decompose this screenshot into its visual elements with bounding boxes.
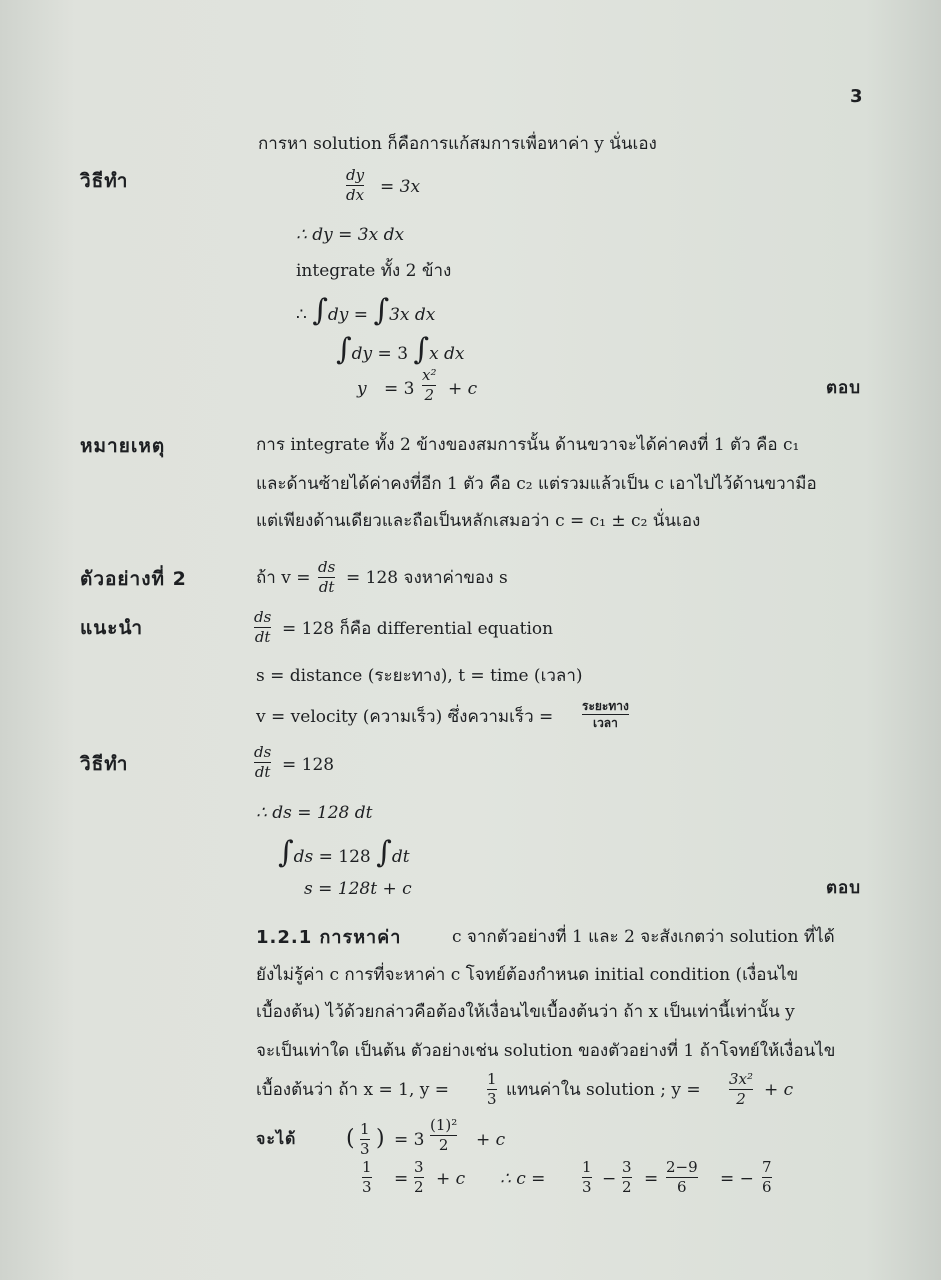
fraction-num: 2−9	[666, 1158, 698, 1176]
fraction-den: dx	[346, 186, 365, 204]
sol2-line-1: = 128	[282, 755, 335, 775]
fraction-num: 3x²	[729, 1070, 754, 1088]
fraction-den: 2	[736, 1090, 746, 1108]
note-line-1: การ integrate ทั้ง 2 ข้างของสมการนั้น ด้านขวาจะได้ค่าคงที่ 1 ตัว คือ c₁	[256, 435, 800, 455]
label-solution-1: วิธีทำ	[80, 170, 129, 192]
eq6-coef: = 3	[384, 379, 415, 399]
fraction-den: 3	[582, 1178, 592, 1196]
sol2-line-3-lhs: ds	[293, 847, 314, 867]
advice-line-2: s = distance (ระยะทาง), t = time (เวลา)	[256, 666, 583, 686]
fraction-num: ระยะทาง	[582, 699, 629, 713]
label-solution-2: วิธีทำ	[80, 753, 129, 775]
final-l2-minus: −	[602, 1169, 617, 1189]
fraction-1-3	[487, 1072, 497, 1107]
eq3: integrate ทั้ง 2 ข้าง	[296, 261, 452, 281]
final-l2-eq2: =	[644, 1169, 659, 1189]
example2-suffix: = 128 จงหาค่าของ s	[346, 568, 508, 588]
advice-line-3: v = velocity (ความเร็ว) ซึ่งความเร็ว =	[256, 707, 554, 727]
final-l1-tail: + c	[476, 1130, 506, 1150]
integral-sign-icon: ∫	[373, 293, 390, 328]
fraction-ds-dt	[254, 610, 271, 645]
section-line-4: จะเป็นเท่าใด เป็นต้น ตัวอย่างเช่น solution ของตัวอย่างที่ 1 ถ้าโจทย์ให้เงื่อนไข	[256, 1041, 836, 1061]
answer-label-2: ตอบ	[826, 878, 862, 898]
fraction-3-2	[622, 1160, 632, 1195]
eq5-lhs: dy	[351, 344, 373, 364]
final-l2-plus: + c	[436, 1169, 466, 1189]
integral-sign-icon: ∫	[376, 835, 392, 870]
section-line-2: ยังไม่รู้ค่า c การที่จะหาค่า c โจทย์ต้องกำหนด initial condition (เงื่อนไข	[256, 965, 799, 985]
fraction-num: ds	[254, 608, 272, 626]
paren-open: (	[346, 1126, 355, 1151]
fraction-ds-dt	[254, 745, 271, 780]
fraction-num: x²	[422, 366, 437, 384]
fraction-num: 1	[360, 1120, 370, 1138]
answer-label-1: ตอบ	[826, 378, 862, 398]
fraction-den: 2	[424, 386, 435, 404]
fraction-1-3	[582, 1160, 592, 1195]
fraction-den: เวลา	[592, 716, 618, 730]
fraction-den: 2	[622, 1178, 632, 1196]
eq1-rhs: = 3x	[380, 177, 421, 197]
eq2: ∴ dy = 3x dx	[296, 225, 405, 245]
fraction-den: 2	[414, 1178, 424, 1196]
fraction-3-2	[414, 1160, 424, 1195]
label-advice: แนะนำ	[80, 617, 144, 639]
intro-text: การหา solution ก็คือการแก้สมการเพื่อหาค่า y นั่นเอง	[258, 134, 657, 154]
eq4: ∴ ∫dy = ∫3x dx	[296, 293, 436, 328]
section-line-3: เบื้องต้น) ไว้ด้วยกล่าวคือต้องให้เงื่อนไขเบื้องต้นว่า ถ้า x เป็นเท่านี้เท่านั้น y	[256, 1002, 795, 1022]
advice-line-1: = 128 ก็คือ differential equation	[282, 619, 554, 639]
eq5	[336, 332, 465, 367]
integral-sign-icon: ∫	[312, 293, 328, 328]
section-line-5a: เบื้องต้นว่า ถ้า x = 1, y =	[256, 1080, 450, 1100]
fraction-distance-time	[582, 700, 629, 729]
label-example-2: ตัวอย่างที่ 2	[80, 568, 187, 590]
fraction-den: 3	[487, 1090, 497, 1108]
sol2-line-4: s = 128t + c	[304, 879, 412, 899]
note-line-2: และด้านซ้ายได้ค่าคงที่อีก 1 ตัว คือ c₂ แต่รวมแล้วเป็น c เอาไปไว้ด้านขวามือ	[256, 474, 817, 494]
eq4-rhs: 3x dx	[389, 305, 436, 325]
final-l2-eq: =	[394, 1169, 409, 1189]
final-l2-eq3: = −	[720, 1169, 754, 1189]
integral-sign-icon: ∫	[413, 332, 430, 367]
section-line-1: c จากตัวอย่างที่ 1 และ 2 จะสังเกตว่า solution ที่ได้	[452, 927, 835, 947]
sol2-line-2: ∴ ds = 128 dt	[256, 803, 373, 823]
fraction-num: 1	[487, 1070, 497, 1088]
fraction-den: 2	[438, 1136, 449, 1154]
fraction-den: dt	[254, 628, 271, 646]
fraction-den: 3	[360, 1140, 370, 1158]
fraction-den: 3	[362, 1178, 372, 1196]
label-ja-dai: จะได้	[256, 1129, 297, 1148]
fraction-den: dt	[254, 763, 271, 781]
eq4-lhs: dy	[327, 305, 349, 325]
fraction-num: 3	[414, 1158, 424, 1176]
sol2-line-3-int: dt	[391, 847, 410, 867]
section-line-5b: แทนค่าใน solution ; y =	[506, 1080, 701, 1100]
label-note: หมายเหตุ	[80, 435, 166, 457]
fraction-ds-dt	[318, 560, 335, 595]
fraction-7-6	[762, 1160, 772, 1195]
fraction-3x2-2	[729, 1072, 753, 1107]
final-l1-eq: = 3	[394, 1130, 425, 1150]
fraction-num: 7	[762, 1158, 772, 1176]
fraction-1-3	[360, 1122, 370, 1157]
fraction-1-3	[362, 1160, 372, 1195]
section-heading: 1.2.1 การหาค่า	[256, 927, 402, 948]
fraction-num: ds	[318, 558, 336, 576]
eq5-rhs: x dx	[429, 344, 465, 364]
fraction-x2-2	[422, 368, 436, 403]
fraction-num: 1	[362, 1158, 372, 1176]
page-number: 3	[850, 86, 864, 107]
integral-sign-icon: ∫	[336, 332, 352, 367]
fraction-den: dt	[318, 578, 335, 596]
fraction-den: 6	[762, 1178, 772, 1196]
fraction-num: ds	[254, 743, 272, 761]
section-line-5c: + c	[764, 1080, 794, 1100]
example2-prefix: ถ้า v =	[256, 568, 311, 588]
fraction-2m9-6	[666, 1160, 698, 1195]
sol2-line-3-rhs: = 128	[318, 847, 371, 867]
eq6-lhs: y	[357, 379, 367, 399]
fraction-num: (1)²	[430, 1116, 458, 1134]
final-l2-therefore: ∴ c =	[500, 1169, 546, 1189]
note-line-3: แต่เพียงด้านเดียวและถือเป็นหลักเสมอว่า c = c₁ ± c₂ นั่นเอง	[256, 511, 701, 531]
fraction-num: 1	[582, 1158, 592, 1176]
eq5-coef: = 3	[377, 344, 409, 364]
fraction-den: 6	[677, 1178, 687, 1196]
paren-close: )	[376, 1126, 385, 1151]
sol2-line-3	[278, 835, 410, 870]
fraction-num: dy	[346, 166, 365, 184]
fraction-1sq-2	[430, 1118, 457, 1153]
integral-sign-icon: ∫	[278, 835, 294, 870]
fraction-num: 3	[622, 1158, 632, 1176]
fraction-dy-dx	[346, 168, 364, 203]
eq6-tail: + c	[448, 379, 478, 399]
